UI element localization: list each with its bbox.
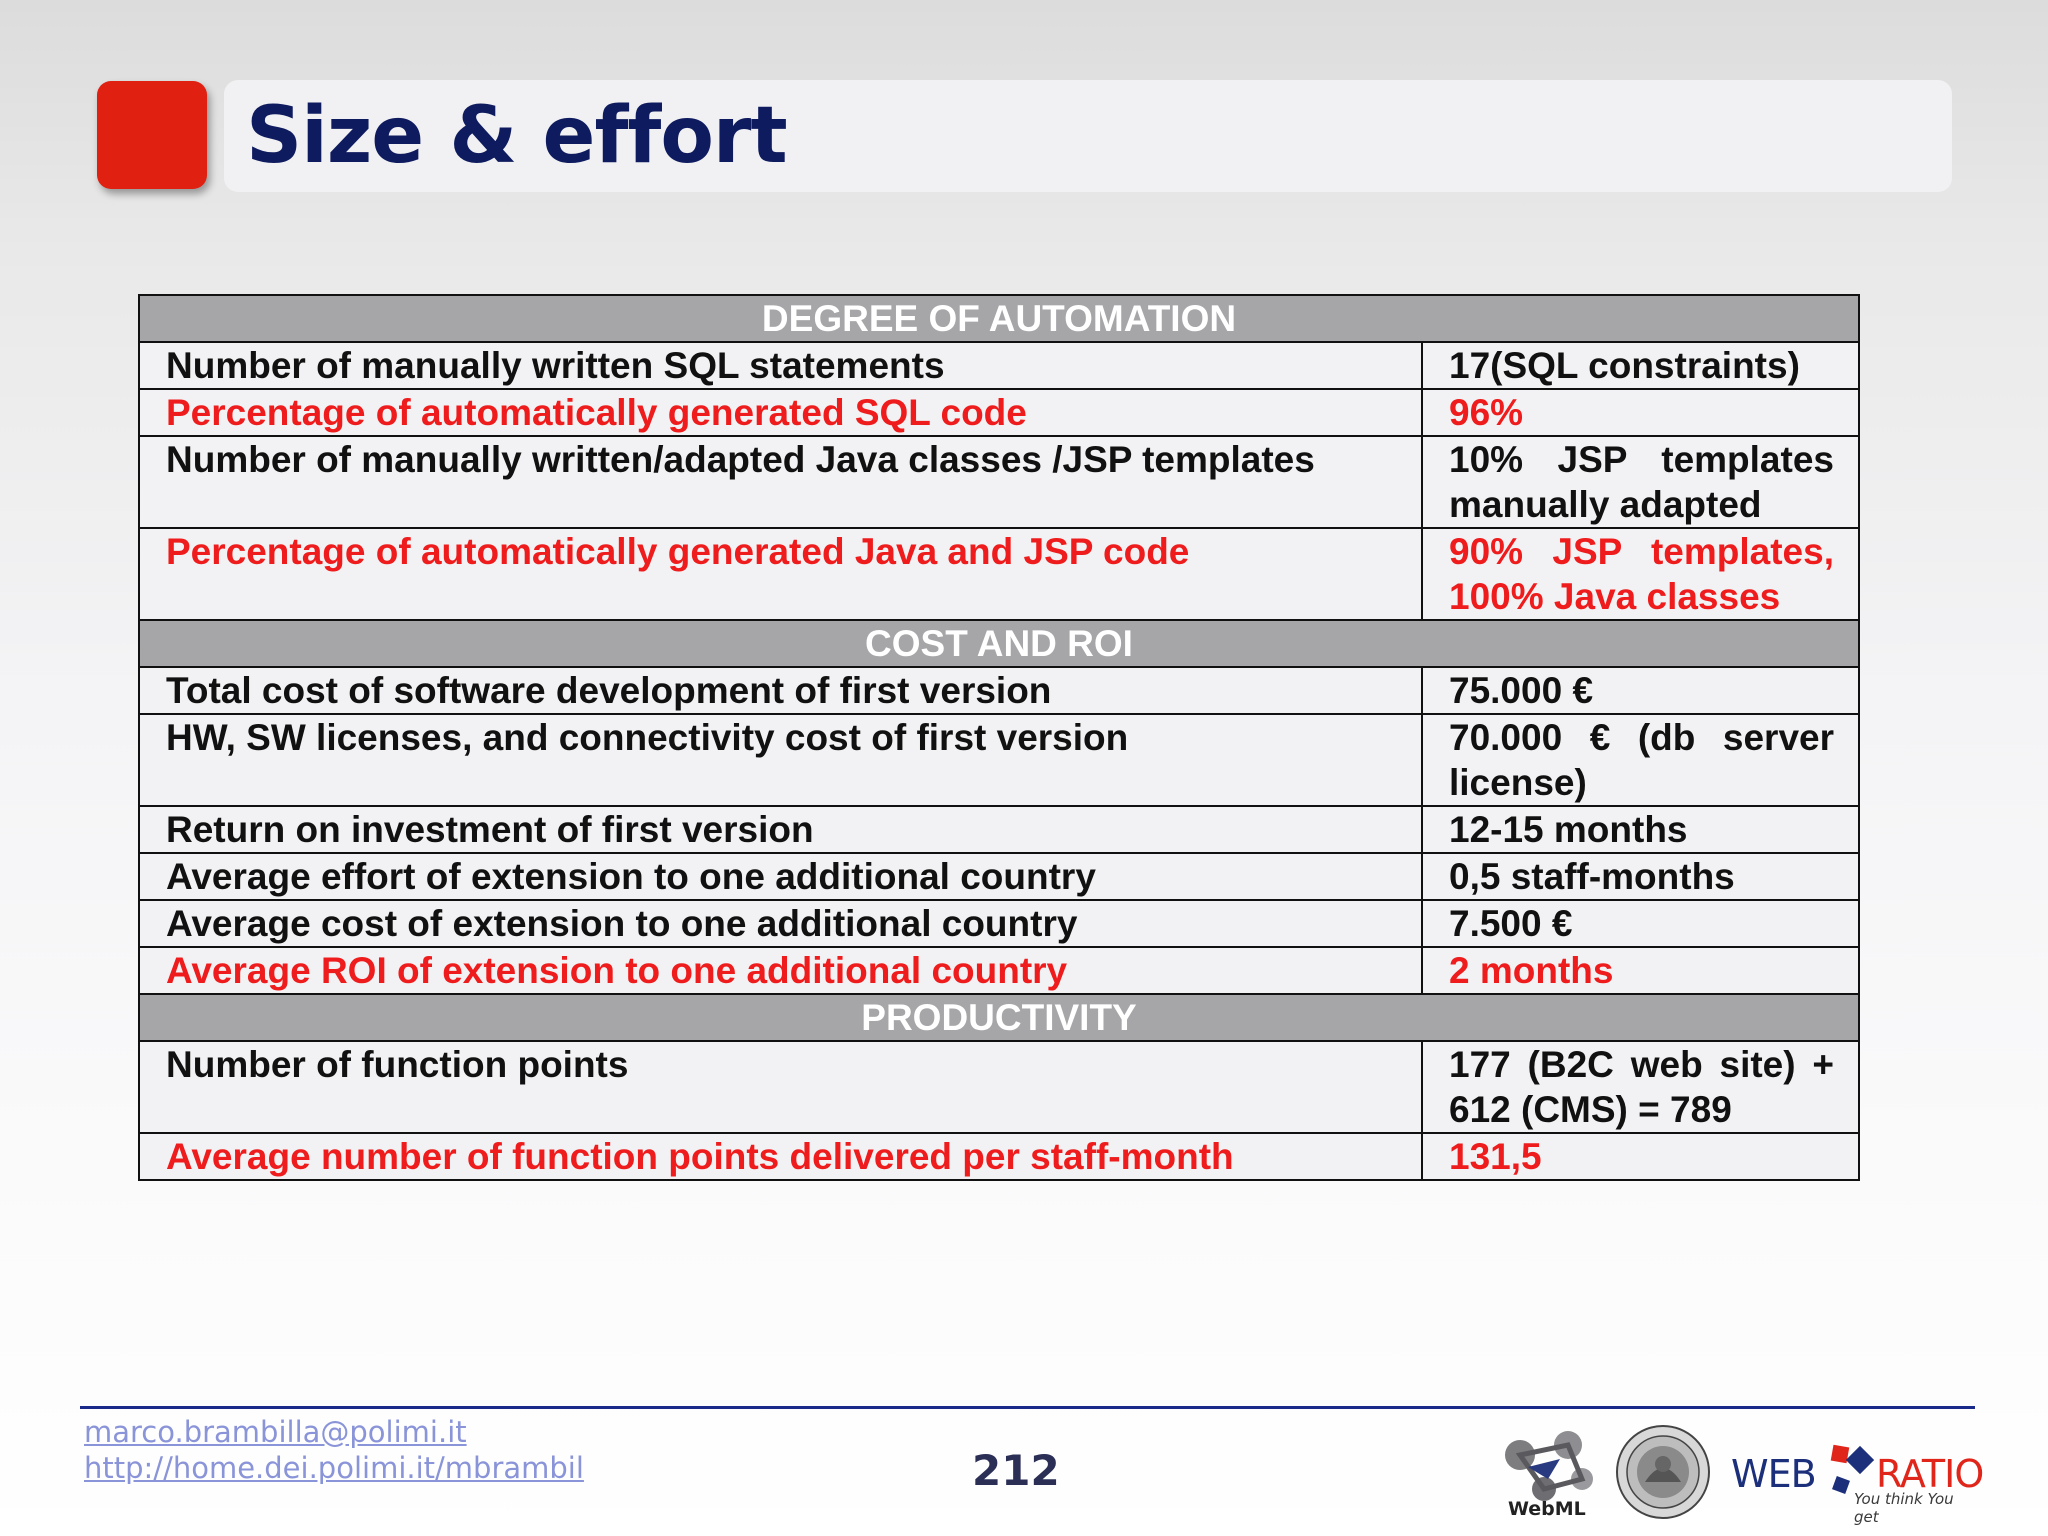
- metric-label: Percentage of automatically generated Java and JSP code: [139, 528, 1422, 620]
- metric-label: Number of manually written SQL statements: [139, 342, 1422, 389]
- table-row: [139, 806, 1859, 853]
- metric-value: 7.500 €: [1422, 900, 1859, 947]
- metric-value: 177 (B2C web site) + 612 (CMS) = 789: [1422, 1041, 1859, 1133]
- footer-divider: [80, 1406, 1975, 1409]
- title-bar: [224, 80, 1952, 192]
- table-row: [139, 389, 1859, 436]
- section-header-row: [139, 295, 1859, 342]
- metric-value: 10% JSP templates manually adapted: [1422, 436, 1859, 528]
- footer-contact: [84, 1414, 584, 1486]
- table-row: [139, 853, 1859, 900]
- metric-label: Average effort of extension to one additional country: [139, 853, 1422, 900]
- section-header-row: [139, 620, 1859, 667]
- metric-value: 96%: [1422, 389, 1859, 436]
- homepage-link[interactable]: http://home.dei.polimi.it/mbrambil: [84, 1451, 584, 1485]
- table-row: [139, 667, 1859, 714]
- metrics-table-body: [139, 295, 1859, 1180]
- section-header-row: [139, 994, 1859, 1041]
- table-row: [139, 436, 1859, 528]
- table-row: [139, 1041, 1859, 1133]
- metric-value: 131,5: [1422, 1133, 1859, 1180]
- metric-label: Number of function points: [139, 1041, 1422, 1133]
- webml-label: WebML: [1508, 1498, 1586, 1520]
- metric-label: Average number of function points delivered per staff-month: [139, 1133, 1422, 1180]
- section-header: COST AND ROI: [139, 620, 1859, 667]
- section-header: PRODUCTIVITY: [139, 994, 1859, 1041]
- metric-label: Return on investment of first version: [139, 806, 1422, 853]
- webratio-web-text: WEB: [1731, 1452, 1816, 1496]
- webratio-ratio-text: RATIO: [1876, 1452, 1984, 1496]
- polimi-seal-icon: [1615, 1424, 1711, 1520]
- email-link[interactable]: marco.brambilla@polimi.it: [84, 1415, 467, 1449]
- metric-label: Percentage of automatically generated SQL code: [139, 389, 1422, 436]
- table-row: [139, 947, 1859, 994]
- metrics-table: [138, 294, 1860, 1181]
- section-header: DEGREE OF AUTOMATION: [139, 295, 1859, 342]
- metric-value: 12-15 months: [1422, 806, 1859, 853]
- table-row: [139, 1133, 1859, 1180]
- table-row: [139, 342, 1859, 389]
- table-row: [139, 900, 1859, 947]
- metric-value: 75.000 €: [1422, 667, 1859, 714]
- metric-label: Total cost of software development of first version: [139, 667, 1422, 714]
- metric-value: 70.000 € (db server license): [1422, 714, 1859, 806]
- page-number: 212: [972, 1446, 1060, 1495]
- table-row: [139, 528, 1859, 620]
- webratio-logo: [1728, 1440, 1984, 1526]
- webratio-tagline: You think You get: [1854, 1490, 1954, 1526]
- page-title: Size & effort: [246, 91, 787, 181]
- metric-label: Average ROI of extension to one additional country: [139, 947, 1422, 994]
- metric-label: Average cost of extension to one additional country: [139, 900, 1422, 947]
- title-accent-square: [97, 81, 207, 189]
- metric-value: 0,5 staff-months: [1422, 853, 1859, 900]
- metric-value: 90% JSP templates, 100% Java classes: [1422, 528, 1859, 620]
- metric-label: Number of manually written/adapted Java classes /JSP templates: [139, 436, 1422, 528]
- table-row: [139, 714, 1859, 806]
- metric-value: 17(SQL constraints): [1422, 342, 1859, 389]
- metric-label: HW, SW licenses, and connectivity cost of first version: [139, 714, 1422, 806]
- metric-value: 2 months: [1422, 947, 1859, 994]
